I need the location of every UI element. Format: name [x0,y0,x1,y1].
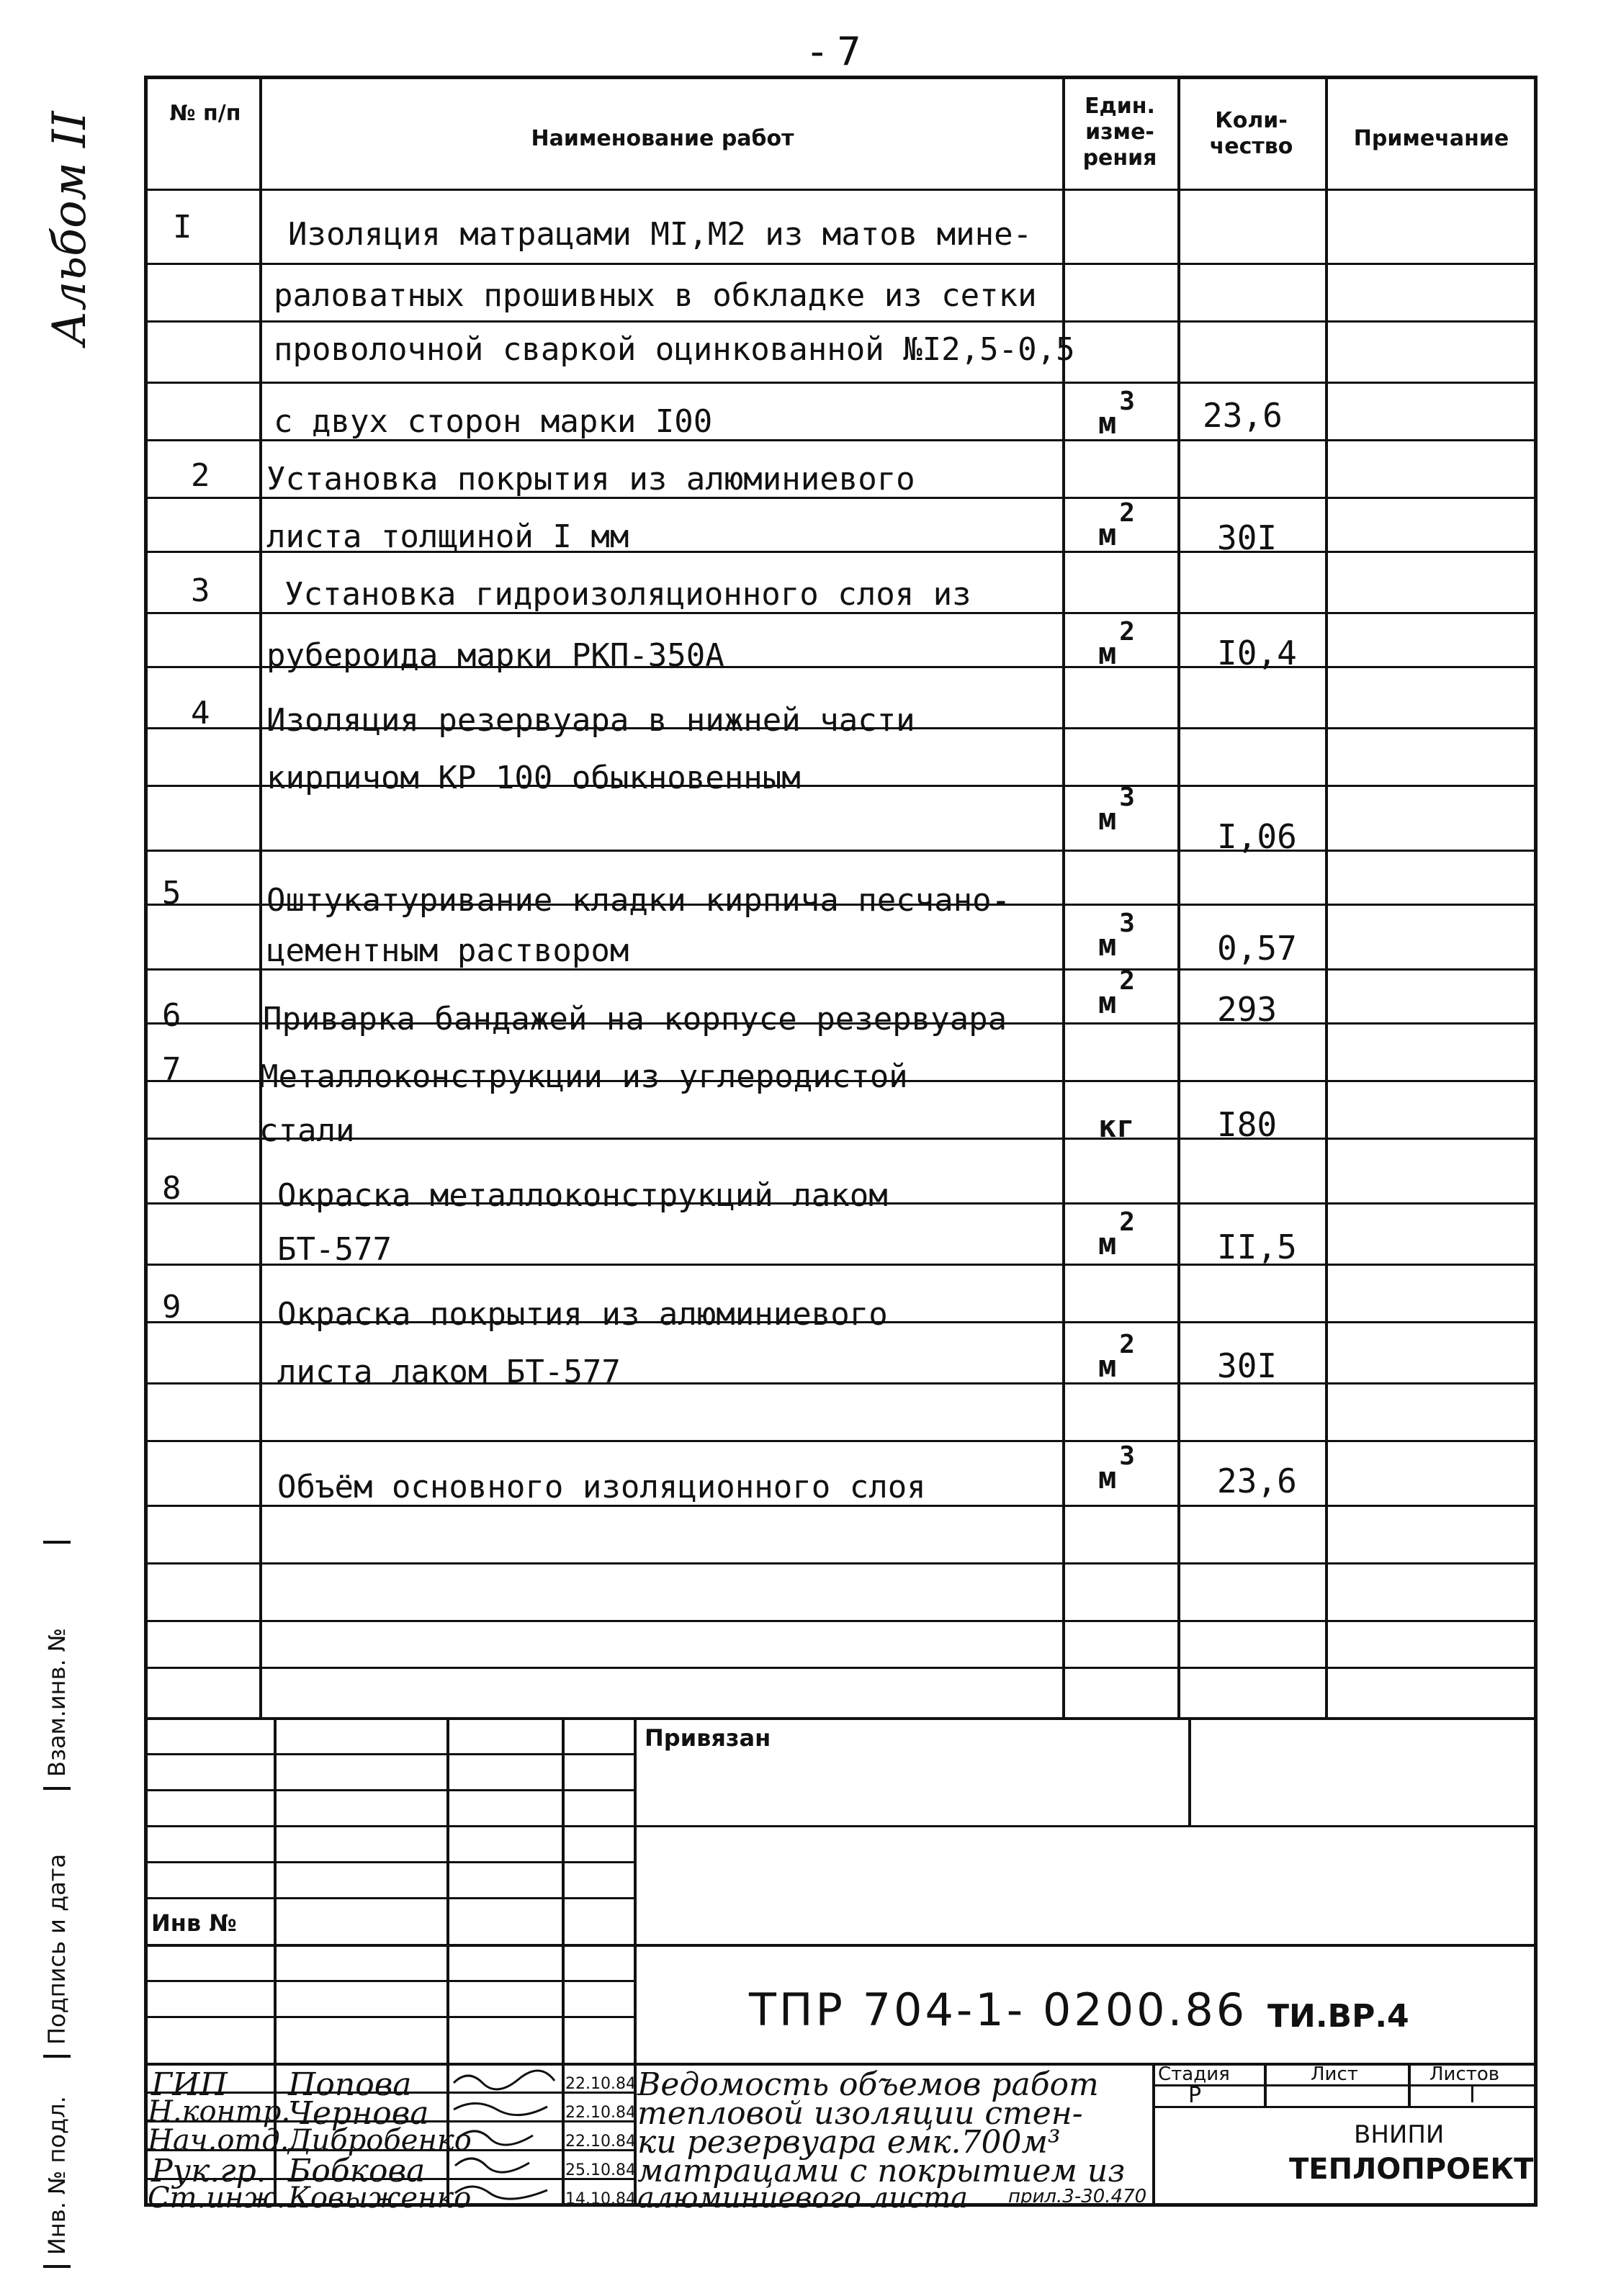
name-stinzh: Ковыженко [288,2182,472,2215]
row-unit: $м^2$ [1098,1207,1135,1261]
role-stinzh: Ст.инж. [148,2182,286,2215]
row-text: Установка гидроизоляционного слоя из [284,576,971,613]
row-text: Окраска металлоконструкций лаком [277,1177,888,1214]
row-qty: 293 [1217,990,1278,1029]
date-nachotd: 22.10.84 [565,2133,636,2151]
row-text: Металлоконструкции из углеродистой [259,1058,908,1095]
title-line: матрацами с покрытием из [637,2153,1126,2189]
name-gip: Попова [288,2066,412,2103]
stamp-divider [144,1861,634,1863]
row-qty: 0,57 [1217,929,1297,968]
title-line: алюминиевого листа [637,2182,969,2215]
side-label-inv: Инв. № подл. [43,2058,71,2268]
row-divider [144,1620,1538,1622]
row-num: 3 [191,572,210,609]
role-nkontr: Н.контр. [148,2095,291,2128]
row-text: цементным раствором [266,932,629,969]
row-unit: $м^2$ [1098,1330,1135,1384]
document-code: ТПР 704-1- 0200.86 [749,1984,1248,2036]
row-qty: I0,4 [1217,634,1297,672]
inv-label: Инв № [151,1909,237,1937]
album-label: Альбом II [43,111,96,346]
row-unit: $м^3$ [1098,783,1135,837]
row-text: листа толщиной I мм [266,518,629,555]
row-num: 2 [191,457,210,494]
row-num: 5 [162,875,181,911]
org-line2: ТЕПЛОПРОЕКТ [1289,2153,1534,2186]
row-text: Изоляция матрацами МI,М2 из матов мине- [288,216,1033,253]
privyazan-label: Привязан [645,1724,771,1752]
title-line: тепловой изоляции стен- [637,2095,1083,2132]
row-text: Оштукатуривание кладки кирпича песчано- [266,882,1011,919]
sheets-value: I [1469,2083,1476,2108]
header-name: Наименование работ [531,126,794,151]
side-label-replace: Взам.инв. № [43,1544,71,1790]
row-unit: $м^3$ [1098,1441,1135,1495]
row-qty: II,5 [1217,1228,1297,1266]
row-text: рубероида марки РКП-350А [266,637,724,674]
row-divider [144,263,1538,265]
side-label-blank [43,1333,71,1544]
date-nkontr: 22.10.84 [565,2104,636,2122]
stamp-divider [144,1825,634,1827]
header-num: № п/п [169,101,241,126]
date-stinzh: 14.10.84 [565,2190,636,2208]
row-num: 6 [162,997,181,1034]
row-text: Установка покрытия из алюминиевого [266,461,915,498]
date-rukgr: 25.10.84 [565,2161,636,2179]
stamp-divider [144,1789,634,1791]
row-unit: $м^2$ [1098,966,1135,1020]
row-text: Изоляция резервуара в нижней части [266,702,915,739]
sheets-label: Листов [1429,2063,1500,2085]
row-divider [144,1440,1538,1442]
row-qty: I,06 [1217,817,1297,856]
title-line: ки резервуара емк.700м³ [637,2124,1061,2161]
header-qty: Коли- чество [1209,108,1293,159]
row-num: 7 [162,1051,181,1088]
name-nachotd: Дибробенко [288,2124,472,2157]
document-code-suffix: ТИ.ВР.4 [1267,1998,1409,2035]
row-text: с двух сторон марки I00 [274,403,713,440]
row-divider [144,1667,1538,1669]
stamp-divider [144,1753,634,1755]
stamp-top [144,1717,1538,1720]
row-qty: 30I [1217,1346,1278,1385]
row-qty: I80 [1217,1105,1278,1144]
row-text: Окраска покрытия из алюминиевого [277,1296,888,1333]
header-divider [144,189,1538,191]
side-label-signature: Подпись и дата [43,1790,71,2058]
row-text: Приварка бандажей на корпусе резервуара [263,1001,1007,1037]
header-note: Примечание [1353,126,1509,151]
stamp-divider [144,1897,634,1899]
row-text: раловатных прошивных в обкладке из сетки [274,277,1037,314]
row-qty: 23,6 [1217,1462,1297,1500]
stamp-divider [1152,2106,1538,2108]
row-text: Объём основного изоляционного слоя [277,1469,926,1505]
stamp-divider [634,1825,1538,1827]
row-num: I [173,209,192,246]
name-nkontr: Чернова [288,2095,429,2132]
row-num: 8 [162,1170,181,1207]
stamp-divider [144,2016,634,2018]
row-qty: 23,6 [1203,396,1283,435]
title-line: Ведомость объемов работ [637,2066,1099,2103]
row-num: 9 [162,1289,181,1325]
signatures-icon [446,2065,562,2206]
stage-label: Стадия [1158,2063,1230,2085]
stamp-divider [144,1944,1538,1947]
row-num: 4 [191,695,210,731]
sheet-label: Лист [1311,2063,1358,2085]
stamp-divider [144,1980,634,1982]
row-unit: $м^2$ [1098,617,1135,671]
row-text: проволочной сваркой оцинкованной №I2,5-0,5 [274,331,1075,368]
row-divider [144,382,1538,384]
row-unit: $м^3$ [1098,909,1135,963]
row-text: стали [259,1112,355,1149]
row-text: кирпичом КР 100 обыкновенным [266,760,801,796]
org-line1: ВНИПИ [1354,2120,1445,2149]
title-note: прил.3-30.470 [1008,2186,1147,2207]
role-nachotd: Нач.отд. [148,2124,289,2157]
row-unit: $м^3$ [1098,387,1135,441]
row-text: БТ-577 [277,1231,392,1268]
row-qty: 30I [1217,518,1278,557]
role-rukgr: Рук.гр. [151,2153,266,2189]
role-gip: ГИП [151,2066,228,2103]
row-divider [144,850,1538,852]
row-text: листа лаком БТ-577 [277,1354,621,1390]
header-unit: Един. изме- рения [1082,94,1157,171]
stamp-divider [1188,1717,1191,1825]
stage-value: Р [1188,2083,1202,2108]
page-number: - 7 [810,29,862,74]
name-rukgr: Бобкова [288,2153,426,2189]
row-unit: $м^2$ [1098,498,1135,552]
row-divider [144,320,1538,323]
date-gip: 22.10.84 [565,2075,636,2093]
row-unit: кг [1098,1109,1135,1144]
row-divider [144,1562,1538,1565]
side-labels [43,1333,71,2268]
